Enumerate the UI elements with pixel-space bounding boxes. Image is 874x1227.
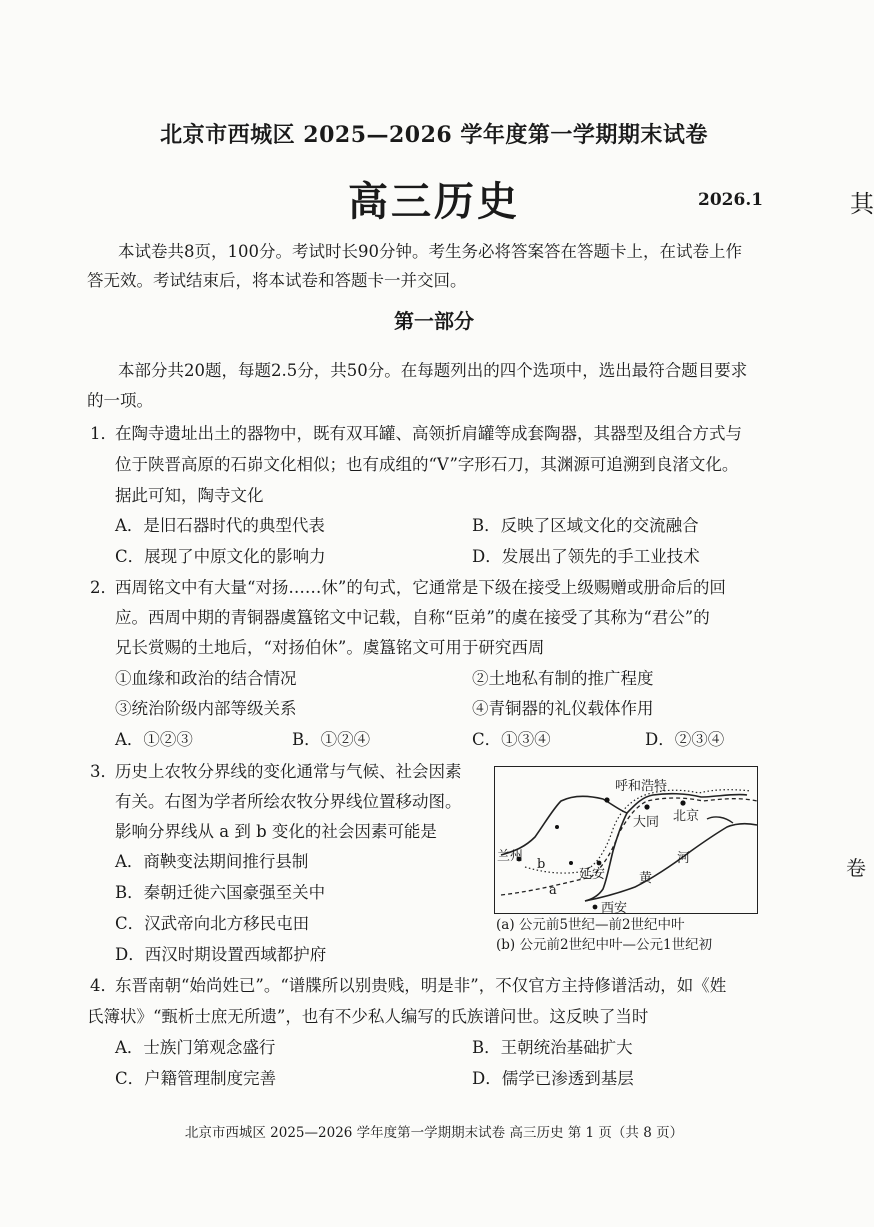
option-b: B．王朝统治基础扩大 bbox=[472, 1038, 633, 1057]
coastline bbox=[707, 817, 733, 823]
question-stem-line: 在陶寺遗址出土的器物中，既有双耳罐、高领折肩罐等成套陶器，其器型及组合方式与 bbox=[115, 424, 742, 443]
statement-item: ②土地私有制的推广程度 bbox=[472, 669, 654, 688]
label-beijing: 北京 bbox=[673, 809, 700, 824]
label-lanzhou: 兰州 bbox=[497, 849, 524, 864]
option-c: C．户籍管理制度完善 bbox=[115, 1069, 277, 1088]
exam-title: 北京市西城区 2025—2026 学年度第一学期期末试卷 bbox=[160, 122, 708, 148]
city-dot-xian bbox=[593, 905, 598, 910]
question-stem-line: 历史上农牧分界线的变化通常与气候、社会因素 bbox=[115, 762, 462, 781]
page-footer: 北京市西城区 2025—2026 学年度第一学期期末试卷 高三历史 第 1 页（共 8 页） bbox=[184, 1125, 684, 1141]
page-edge-character-top: 其 bbox=[850, 190, 874, 218]
label-line-a: a bbox=[549, 883, 557, 898]
label-xian: 西安 bbox=[601, 901, 628, 916]
label-he: 河 bbox=[677, 851, 691, 866]
label-datong: 大同 bbox=[633, 815, 660, 830]
statement-item: ④青铜器的礼仪载体作用 bbox=[472, 699, 654, 718]
option-c: C．汉武帝向北方移民屯田 bbox=[115, 914, 310, 933]
city-dot bbox=[569, 861, 573, 865]
question-number: 1． bbox=[90, 424, 117, 443]
question-number: 3． bbox=[90, 762, 117, 781]
option-a: A．士族门第观念盛行 bbox=[115, 1038, 276, 1057]
question-number: 4． bbox=[90, 976, 117, 995]
label-huhehaote: 呼和浩特 bbox=[615, 779, 668, 794]
question-stem-line: 兄长赏赐的土地后，“对扬伯休”。虞簋铭文可用于研究西周 bbox=[115, 638, 545, 657]
city-dot-datong bbox=[644, 804, 649, 809]
boundary-line-a bbox=[501, 798, 757, 895]
option-a: A．是旧石器时代的典型代表 bbox=[115, 516, 325, 535]
option-d: D．儒学已渗透到基层 bbox=[472, 1069, 634, 1088]
option-d: D．发展出了领先的手工业技术 bbox=[472, 547, 700, 566]
option-b: B．秦朝迁徙六国豪强至关中 bbox=[115, 883, 326, 902]
boundary-shift-map bbox=[494, 766, 758, 914]
label-yanan: 延安 bbox=[579, 867, 606, 882]
option-c: C．展现了中原文化的影响力 bbox=[115, 547, 326, 566]
question-stem-line: 氏簿状》“甄析士庶无所遗”，也有不少私人编写的氏族谱问世。这反映了当时 bbox=[87, 1007, 649, 1026]
section-intro-line-2: 的一项。 bbox=[87, 391, 153, 410]
question-stem-line: 位于陕晋高原的石峁文化相似；也有成组的“V”字形石刀，其渊源可追溯到良渚文化。 bbox=[115, 455, 739, 474]
section-intro-line-1: 本部分共20题，每题2.5分，共50分。在每题列出的四个选项中，选出最符合题目要求 bbox=[118, 361, 748, 380]
option-c: C．①③④ bbox=[472, 730, 551, 749]
map-legend-b: (b) 公元前2世纪中叶—公元1世纪初 bbox=[496, 937, 713, 953]
statement-item: ③统治阶级内部等级关系 bbox=[115, 699, 297, 718]
label-line-b: b bbox=[537, 857, 546, 872]
option-a: A．商鞅变法期间推行县制 bbox=[115, 852, 309, 871]
subject-title: 高三历史 bbox=[348, 178, 520, 225]
page-edge-character-middle: 卷 bbox=[846, 856, 866, 880]
question-stem-line: 应。西周中期的青铜器虞簋铭文中记载，自称“臣弟”的虞在接受了其称为“君公”的 bbox=[115, 608, 710, 627]
option-d: D．西汉时期设置西域都护府 bbox=[115, 945, 327, 964]
question-stem-line: 有关。右图为学者所绘农牧分界线位置移动图。 bbox=[115, 792, 462, 811]
option-a: A．①②③ bbox=[115, 730, 193, 749]
map-legend-a: (a) 公元前5世纪—前2世纪中叶 bbox=[496, 917, 685, 933]
section-title: 第一部分 bbox=[394, 309, 474, 333]
question-number: 2． bbox=[90, 578, 117, 597]
question-stem-line: 西周铭文中有大量“对扬……休”的句式，它通常是下级在接受上级赐赠或册命后的回 bbox=[115, 578, 726, 597]
option-b: B．反映了区域文化的交流融合 bbox=[472, 516, 699, 535]
yellow-river-bend bbox=[585, 813, 627, 901]
city-dot bbox=[555, 825, 559, 829]
city-dot-huhehaote bbox=[604, 797, 609, 802]
question-stem-line: 据此可知，陶寺文化 bbox=[115, 486, 264, 505]
option-d: D．②③④ bbox=[645, 730, 725, 749]
exam-date: 2026.1 bbox=[698, 190, 764, 210]
statement-item: ①血缘和政治的结合情况 bbox=[115, 669, 297, 688]
question-stem-line: 影响分界线从 a 到 b 变化的社会因素可能是 bbox=[115, 822, 437, 841]
question-stem-line: 东晋南朝“始尚姓已”。“谱牒所以别贵贱，明是非”，不仅官方主持修谱活动，如《姓 bbox=[115, 976, 727, 995]
label-huang: 黄 bbox=[639, 871, 653, 886]
option-b: B．①②④ bbox=[292, 730, 371, 749]
instructions-line-1: 本试卷共8页，100分。考试时长90分钟。考生务必将答案答在答题卡上，在试卷上作 bbox=[118, 242, 742, 261]
instructions-line-2: 答无效。考试结束后，将本试卷和答题卡一并交回。 bbox=[87, 271, 467, 290]
